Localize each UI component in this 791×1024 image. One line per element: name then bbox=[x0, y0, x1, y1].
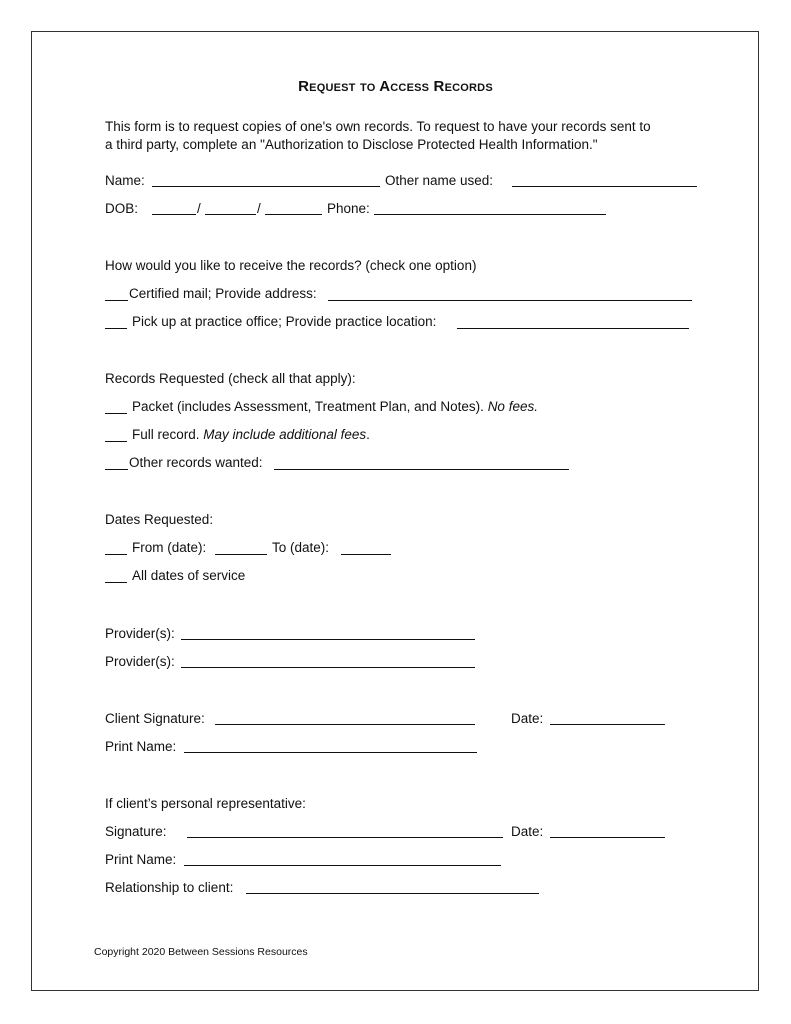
form-title: Request to Access Records bbox=[298, 78, 493, 95]
provider-field[interactable] bbox=[181, 667, 475, 668]
intro-line-1: This form is to request copies of one's own records. To request to have your records sent to bbox=[105, 119, 651, 134]
dob-month-field[interactable] bbox=[152, 214, 196, 215]
date-range-checkbox[interactable] bbox=[105, 554, 127, 555]
packet-option-label: Packet (includes Assessment, Treatment Plan, and Notes). No fees. bbox=[132, 399, 538, 414]
to-date-label: To (date): bbox=[272, 540, 330, 555]
name-label: Name: bbox=[105, 173, 145, 188]
records-heading: Records Requested (check all that apply): bbox=[105, 371, 356, 386]
delivery-question: How would you like to receive the records? (check one option) bbox=[105, 258, 477, 273]
client-date-label: Date: bbox=[511, 711, 544, 726]
rep-signature-field[interactable] bbox=[187, 837, 503, 838]
dob-separator: / bbox=[257, 201, 261, 216]
copyright-text: Copyright 2020 Between Sessions Resources bbox=[94, 946, 308, 958]
client-date-field[interactable] bbox=[550, 724, 665, 725]
from-date-label: From (date): bbox=[132, 540, 207, 555]
mail-option-label: Certified mail; Provide address: bbox=[129, 286, 317, 301]
packet-checkbox[interactable] bbox=[105, 413, 127, 414]
packet-fee-note: No fees. bbox=[487, 399, 538, 414]
client-signature-label: Client Signature: bbox=[105, 711, 205, 726]
practice-location-field[interactable] bbox=[457, 328, 689, 329]
to-date-field[interactable] bbox=[341, 554, 391, 555]
provider-label: Provider(s): bbox=[105, 626, 175, 641]
other-records-checkbox[interactable] bbox=[105, 469, 128, 470]
full-record-checkbox[interactable] bbox=[105, 441, 127, 442]
client-print-name-label: Print Name: bbox=[105, 739, 177, 754]
dob-label: DOB: bbox=[105, 201, 139, 216]
client-print-name-field[interactable] bbox=[184, 752, 477, 753]
phone-label: Phone: bbox=[327, 201, 370, 216]
full-record-fee-note: May include additional fees bbox=[203, 427, 367, 442]
all-dates-checkbox[interactable] bbox=[105, 582, 127, 583]
rep-date-field[interactable] bbox=[550, 837, 665, 838]
other-name-field[interactable] bbox=[512, 186, 697, 187]
dob-year-field[interactable] bbox=[265, 214, 322, 215]
relationship-label: Relationship to client: bbox=[105, 880, 234, 895]
other-records-field[interactable] bbox=[274, 469, 569, 470]
representative-heading: If client’s personal representative: bbox=[105, 796, 306, 811]
other-name-label: Other name used: bbox=[385, 173, 494, 188]
phone-field[interactable] bbox=[374, 214, 606, 215]
dates-heading: Dates Requested: bbox=[105, 512, 214, 527]
pickup-option-label: Pick up at practice office; Provide practice location: bbox=[132, 314, 437, 329]
from-date-field[interactable] bbox=[215, 554, 267, 555]
all-dates-label: All dates of service bbox=[132, 568, 246, 583]
rep-print-name-label: Print Name: bbox=[105, 852, 177, 867]
mail-checkbox[interactable] bbox=[105, 300, 128, 301]
client-signature-field[interactable] bbox=[215, 724, 475, 725]
intro-line-2: a third party, complete an "Authorization to Disclose Protected Health Information." bbox=[105, 137, 598, 152]
address-field[interactable] bbox=[328, 300, 692, 301]
rep-signature-label: Signature: bbox=[105, 824, 167, 839]
dob-day-field[interactable] bbox=[205, 214, 256, 215]
rep-date-label: Date: bbox=[511, 824, 544, 839]
pickup-checkbox[interactable] bbox=[105, 328, 127, 329]
full-record-option-label: Full record. May include additional fees. bbox=[132, 427, 370, 442]
provider-label: Provider(s): bbox=[105, 654, 175, 669]
rep-print-name-field[interactable] bbox=[184, 865, 501, 866]
relationship-field[interactable] bbox=[246, 893, 539, 894]
other-records-label: Other records wanted: bbox=[129, 455, 263, 470]
provider-field[interactable] bbox=[181, 639, 475, 640]
dob-separator: / bbox=[197, 201, 201, 216]
name-field[interactable] bbox=[152, 186, 380, 187]
